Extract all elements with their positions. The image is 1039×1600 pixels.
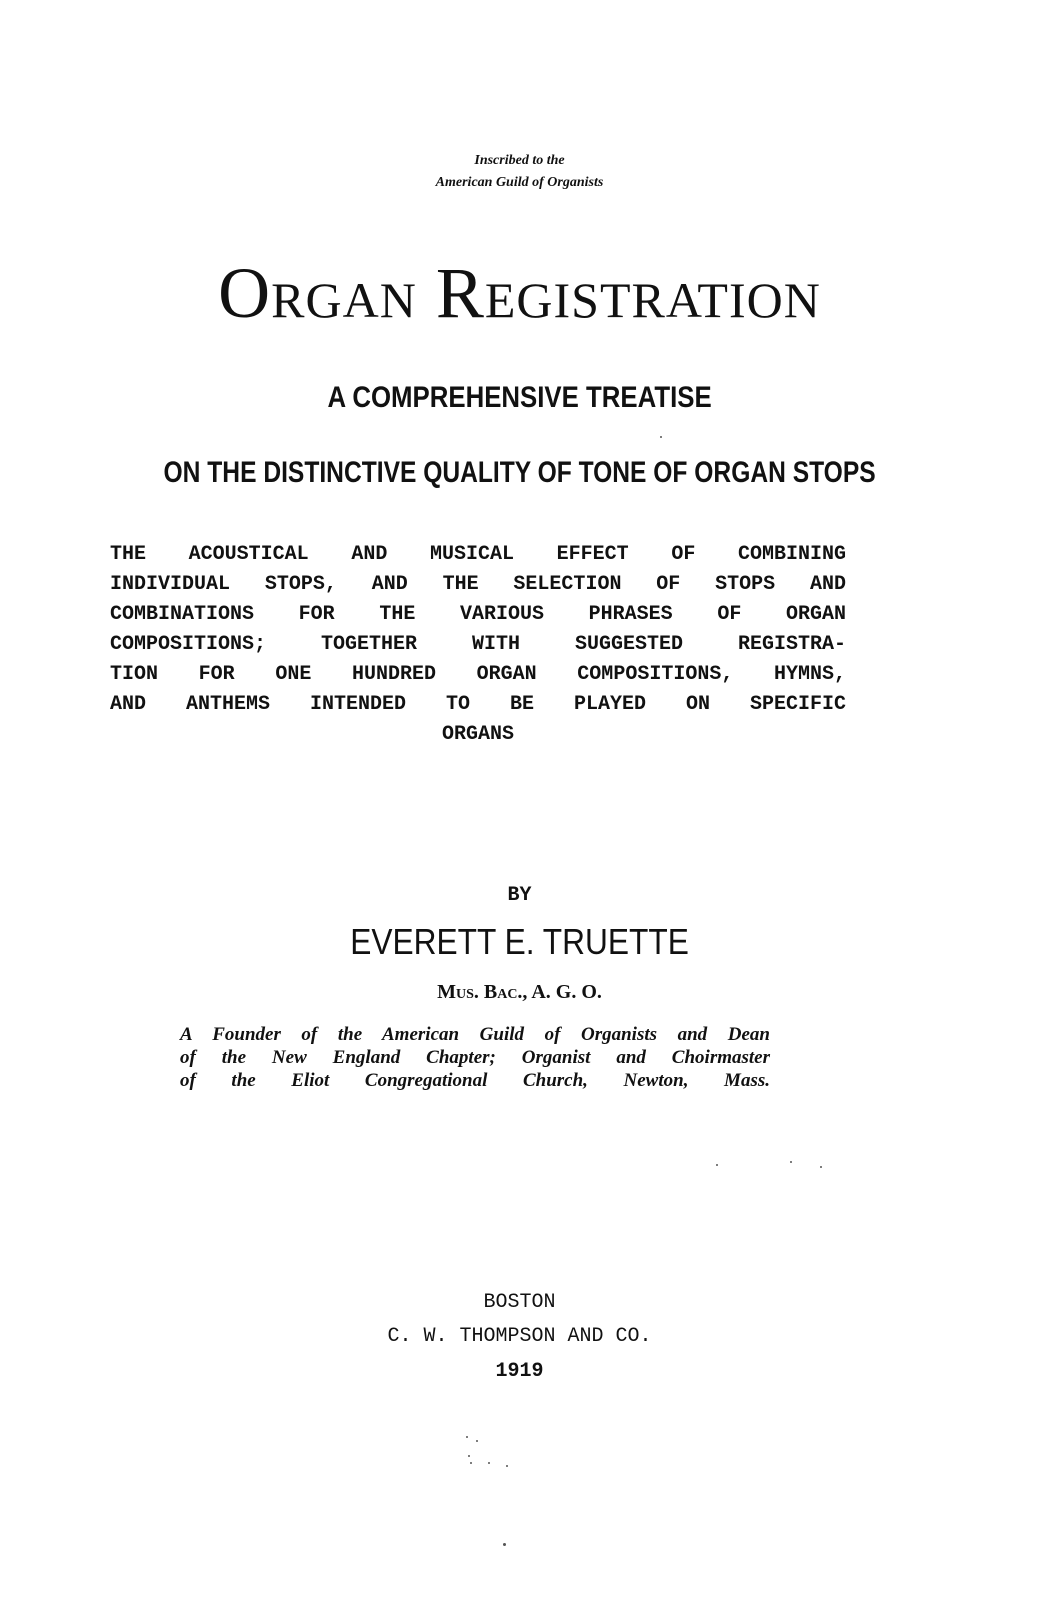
scan-speck	[503, 1543, 506, 1546]
subtitle-secondary: ON THE DISTINCTIVE QUALITY OF TONE OF ORGAN STOPS	[163, 456, 876, 489]
scan-speck	[468, 1455, 470, 1457]
description-line: COMBINATIONS FOR THE VARIOUS PHRASES OF ORGAN	[110, 603, 846, 626]
author-degrees: Mus. Bac., A. G. O.	[437, 981, 602, 1003]
affiliation-line: of the New England Chapter; Organist and Choirmaster	[180, 1047, 770, 1068]
book-title: Organ Registration	[218, 253, 821, 333]
description-last-line: ORGANS	[441, 723, 514, 746]
scan-speck	[506, 1465, 508, 1467]
publication-year: 1919	[495, 1360, 544, 1383]
dedication	[0, 150, 1039, 194]
description-line: TION FOR ONE HUNDRED ORGAN COMPOSITIONS, HYMNS,	[110, 663, 846, 686]
by-label: BY	[507, 884, 532, 907]
scan-speck	[476, 1440, 478, 1442]
scan-speck	[716, 1164, 718, 1166]
author-name: EVERETT E. TRUETTE	[350, 921, 689, 962]
author-affiliation	[180, 1023, 770, 1092]
scan-speck	[488, 1462, 490, 1464]
affiliation-line: A Founder of the American Guild of Organists and Dean	[180, 1024, 770, 1045]
description-line: AND ANTHEMS INTENDED TO BE PLAYED ON SPECIFIC	[110, 693, 846, 716]
subtitle: A COMPREHENSIVE TREATISE	[327, 381, 712, 414]
affiliation-line: of the Eliot Congregational Church, Newton, Mass.	[180, 1070, 770, 1091]
description-line: INDIVIDUAL STOPS, AND THE SELECTION OF STOPS AND	[110, 573, 846, 596]
dedication-line-1: Inscribed to the	[474, 153, 565, 168]
description-line: THE ACOUSTICAL AND MUSICAL EFFECT OF COMBINING	[110, 543, 846, 566]
publisher-name: C. W. THOMPSON AND CO.	[387, 1325, 652, 1348]
scan-speck	[820, 1166, 822, 1168]
description-block	[110, 540, 846, 750]
dedication-line-2: American Guild of Organists	[435, 175, 604, 190]
scan-speck	[790, 1161, 792, 1163]
description-line: COMPOSITIONS; TOGETHER WITH SUGGESTED REGISTRA-	[110, 633, 846, 656]
scan-speck	[660, 436, 662, 438]
publisher-city: BOSTON	[483, 1291, 556, 1314]
scan-speck	[466, 1436, 468, 1438]
scan-speck	[470, 1462, 472, 1464]
